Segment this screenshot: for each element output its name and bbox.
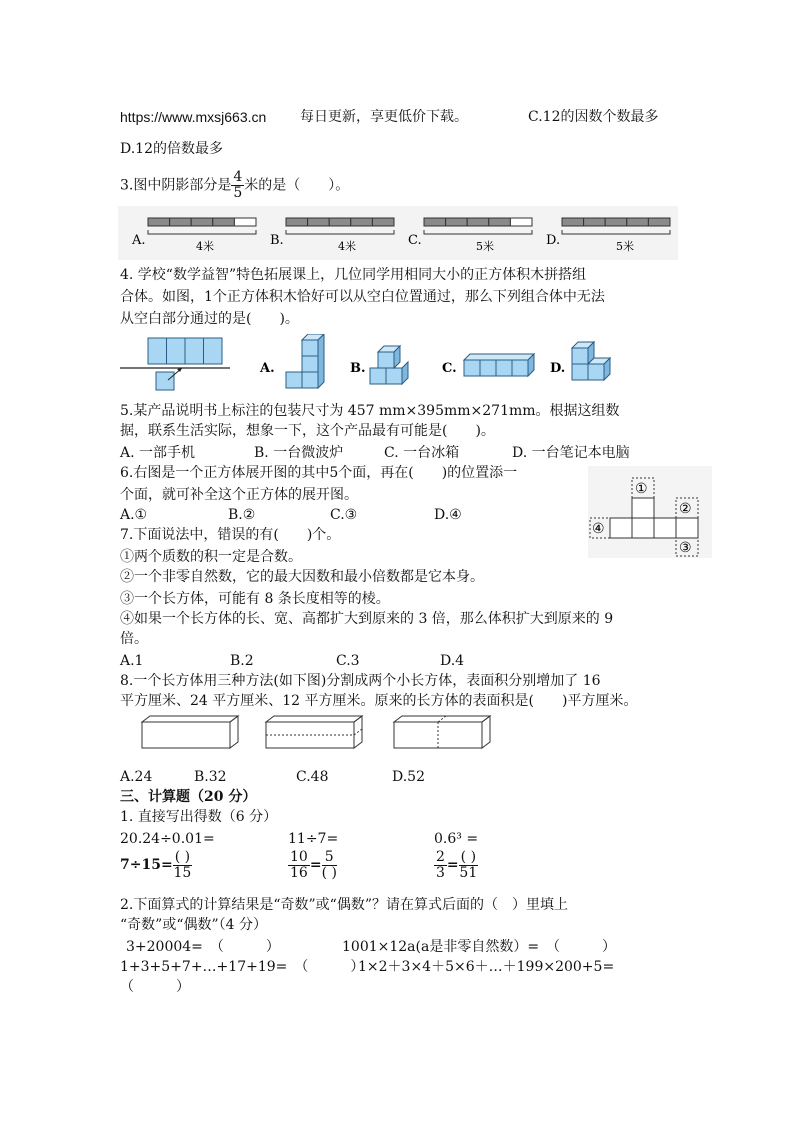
q3-option-d-letter: D. [546,233,561,248]
header-slogan: 每日更新，享更低价下载。 [300,109,468,125]
header-url: https://www.mxsj663.cn [120,109,267,125]
q5-line1: 5.某产品说明书上标注的包装尺寸为 457 mm×395mm×271mm。根据这组数 [120,403,620,419]
calc-f-rden: 51 [459,864,478,881]
q6-label-4: ④ [592,521,605,537]
q6-label-1: ① [635,481,648,497]
q8-box-2 [266,716,362,748]
q8-option-a: A.24 [120,769,153,785]
q7-item-2: ②一个非零自然数，它的最大因数和最小倍数都是它本身。 [120,569,484,585]
calc-e-frac-left [288,850,310,881]
calc-f-rnum: ( ) [460,848,477,865]
q5-option-a: A. 一部手机 [120,445,196,461]
q3-bar-segment [489,218,511,226]
q6-face-3 [654,518,676,538]
calc-f [434,849,478,881]
q3-option-a-letter: A. [132,233,146,248]
q5-option-c: C. 一台冰箱 [384,445,460,461]
q4-option-c-letter: C. [442,361,457,376]
q3-bar-segment [148,218,170,226]
q3-option-c-letter: C. [408,233,422,248]
q3-bar-segment [191,218,213,226]
q4-figure [118,334,678,400]
q6-line2: 个面，就可补全这个正方体的展开图。 [120,487,358,503]
q3-stem-before: 3.图中阴影部分是 [120,177,232,194]
calc-d [120,849,192,881]
q3-bar-segment [627,218,649,226]
calc-e-den: 16 [290,864,308,881]
p2-item-1: 3+20004= （ ） [126,939,280,955]
q3-bar-segment [446,218,468,226]
calc-e-eq: = [309,857,322,873]
q3-bar-segment [510,218,532,226]
calc-f-frac-right [459,850,478,881]
q6-option-d: D.④ [434,507,462,523]
p2-item-2: 1001×12a(a是非零自然数）= （ ） [342,939,617,955]
calc-b: 11÷7= [288,831,339,847]
q3-stem-after: 米的是（ ）。 [244,177,350,194]
q3-option-b-letter: B. [270,233,284,248]
q3-stem [120,170,349,201]
p2-item-4: 1×2＋3×4＋5×6＋…＋199×200+5= [358,959,615,975]
q4-line2: 合体。如图，1个正方体积木恰好可以从空白位置通过，那么下列组合体中无法 [120,289,605,305]
q3-bar-segment [648,218,670,226]
q8-line1: 8.一个长方体用三种方法(如下图)分割成两个小长方体，表面积分别增加了 16 [120,673,601,689]
q4-frame [120,338,230,390]
q7-item-1: ①两个质数的积一定是合数。 [120,549,302,565]
q5-line2: 据，联系生活实际，想象一下，这个产品最有可能是( )。 [120,423,495,439]
calc-e-num: 10 [290,848,308,865]
calc-e [288,849,337,881]
option-d-prev: D.12的倍数最多 [120,141,223,157]
q6-option-a: A.① [120,507,148,523]
q3-option-c-length: 5米 [476,240,494,253]
calc-e-frac-right [322,850,337,881]
q3-bar-segment [308,218,330,226]
q4-line3: 从空白部分通过的是( )。 [120,311,299,327]
q6-label-2: ② [679,501,692,517]
calc-d-frac [173,850,192,881]
section3-p2-line2: “奇数”或“偶数”（4 分） [120,917,267,933]
q3-frac-den: 5 [233,185,243,201]
q8-box-1 [142,716,238,748]
q6-net-figure [588,466,712,558]
q3-bar-segment [605,218,627,226]
q3-figure [118,206,678,260]
q4-option-b-shape [370,346,408,384]
q5-option-b: B. 一台微波炉 [254,445,344,461]
section3-title: 三、计算题（20 分） [120,789,257,805]
q8-line2: 平方厘米、24 平方厘米、12 平方厘米。原来的长方体的表面积是( )平方厘米。 [120,693,638,709]
q6-face-top [632,498,654,518]
calc-e-rden: ( ) [321,864,337,881]
calc-e-rnum: 5 [322,850,337,866]
q7-option-b: B.2 [230,653,254,669]
option-c-prev: C.12的因数个数最多 [528,109,659,125]
q3-bar-segment [213,218,235,226]
calc-c: 0.6³ = [434,831,479,847]
q7-option-c: C.3 [336,653,360,669]
q6-face-4 [676,518,698,538]
q6-line1: 6.右图是一个正方体展开图的其中5个面，再在( )的位置添一 [120,465,518,481]
q3-bar-segment [467,218,489,226]
q6-face-2 [632,518,654,538]
q4-option-a-letter: A. [260,361,275,376]
q7-option-a: A.1 [120,653,144,669]
q7-option-d: D.4 [440,653,465,669]
q5-option-d: D. 一台笔记本电脑 [512,445,630,461]
q7-item-4-cont: 倍。 [120,631,148,647]
q3-frac-num: 4 [233,169,243,185]
q3-bar-segment [234,218,256,226]
q7-item-4: ④如果一个长方体的长、宽、高都扩大到原来的 3 倍，那么体积扩大到原来的 9 [120,611,614,627]
q4-option-b-letter: B. [350,361,366,376]
section3-p1-title: 1. 直接写出得数（6 分） [120,809,278,825]
calc-d-num: ( ) [174,848,191,865]
calc-f-eq: = [446,857,459,873]
q8-option-b: B.32 [194,769,227,785]
q8-option-d: D.52 [392,769,425,785]
q3-bar-segment [562,218,584,226]
section3-p2-line1: 2.下面算式的计算结果是“奇数”或“偶数”？请在算式后面的（ ）里填上 [120,897,568,913]
calc-f-den: 3 [436,864,445,881]
q3-option-d-length: 5米 [616,240,634,253]
q6-option-c: C.③ [330,507,358,523]
q4-option-d-shape [572,342,610,380]
calc-d-den: 15 [173,864,192,881]
q3-bar-segment [584,218,606,226]
q8-option-c: C.48 [296,769,329,785]
q8-figure [136,712,508,752]
p2-item-3: 1+3+5+7+…+17+19= （ ） [120,959,365,975]
q3-bar-segment [424,218,446,226]
q3-bar-segment [170,218,192,226]
calc-d-left: 7÷15= [120,857,173,873]
q4-option-a-shape [286,334,324,388]
q3-option-a-length: 4米 [196,240,214,253]
q6-face-1 [610,518,632,538]
p2-item-4-blank: （ ） [120,979,190,995]
calc-f-num: 2 [436,848,445,865]
q7-stem: 7.下面说法中，错误的有( )个。 [120,527,341,543]
q7-item-3: ③一个长方体，可能有 8 条长度相等的棱。 [120,591,390,607]
q3-bar-segment [286,218,308,226]
q3-option-b-length: 4米 [338,240,356,253]
q8-box-3 [394,716,490,748]
q3-bar-segment [351,218,373,226]
q4-option-c-shape [464,354,534,376]
calc-a: 20.24÷0.01= [120,831,215,847]
q4-line1: 4. 学校“数学益智”特色拓展课上，几位同学用相同大小的正方体积木拼搭组 [120,267,587,283]
q3-bar-segment [372,218,394,226]
q6-option-b: B.② [228,507,256,523]
q6-label-3: ③ [679,540,692,556]
q3-bar-segment [329,218,351,226]
calc-f-frac-left [434,850,447,881]
q3-fraction [231,170,244,201]
q4-option-d-letter: D. [550,361,566,376]
